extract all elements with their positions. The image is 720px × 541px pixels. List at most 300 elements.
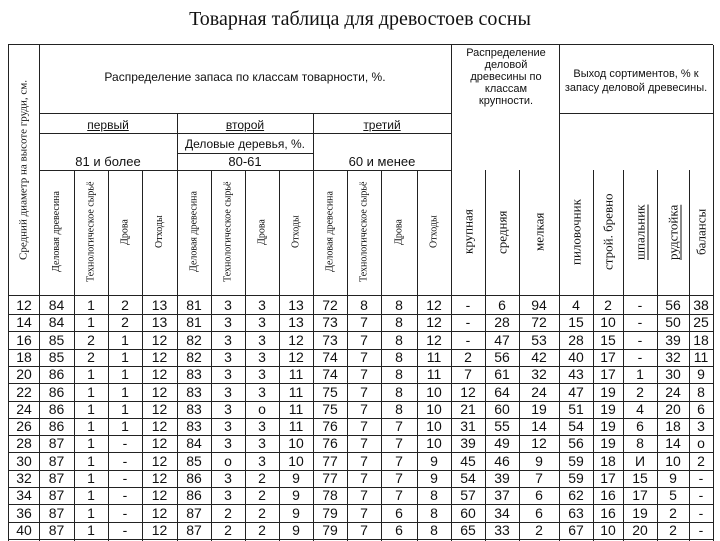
- diameter-cell: 24: [16, 400, 32, 417]
- table-cell: 13: [288, 297, 304, 313]
- table-cell: 87: [48, 470, 65, 486]
- subheader-firewood: Дрова: [119, 219, 131, 245]
- table-cell: 65: [460, 521, 476, 538]
- diameter-cell: 34: [16, 487, 32, 504]
- table-cell: 2: [464, 348, 472, 365]
- assortment-building-log: строй. бревно: [600, 193, 616, 271]
- table-cell: 60: [460, 504, 476, 521]
- table-cell: 9: [292, 470, 300, 486]
- table-cell: 1: [87, 366, 95, 383]
- commodity-table: [8, 44, 713, 541]
- table-cell: 12: [151, 487, 168, 504]
- table-cell: 11: [288, 400, 304, 417]
- table-cell: 3: [224, 331, 232, 348]
- table-cell: 21: [460, 400, 476, 417]
- assortment-sawlog: пиловочник: [568, 199, 584, 265]
- table-cell: 87: [186, 521, 202, 538]
- table-cell: 3: [224, 348, 232, 365]
- table-cell: 1: [121, 331, 129, 348]
- table-row: [9, 487, 713, 504]
- table-cell: 7: [395, 435, 403, 452]
- table-cell: 83: [186, 383, 202, 400]
- table-cell: 86: [186, 470, 202, 486]
- table-cell: 82: [186, 331, 202, 348]
- table-cell: 74: [322, 366, 338, 383]
- table-cell: 12: [151, 348, 168, 365]
- diameter-cell: 12: [16, 297, 32, 313]
- table-cell: 16: [600, 487, 616, 504]
- table-cell: 12: [151, 331, 168, 348]
- table-cell: 84: [48, 314, 65, 331]
- table-cell: 75: [322, 400, 338, 417]
- class-third: третий: [363, 118, 401, 132]
- table-cell: 8: [395, 400, 403, 417]
- table-cell: о: [224, 452, 232, 469]
- table-cell: 84: [48, 297, 65, 313]
- table-cell: 56: [494, 348, 510, 365]
- table-cell: 12: [426, 331, 442, 348]
- table-cell: 11: [693, 348, 709, 365]
- table-cell: 7: [360, 452, 368, 469]
- table-cell: 7: [360, 314, 368, 331]
- percent-third: 60 и менее: [348, 154, 416, 169]
- table-cell: -: [122, 452, 128, 469]
- table-cell: 3: [258, 348, 266, 365]
- table-cell: -: [637, 297, 643, 313]
- table-cell: 17: [600, 348, 616, 365]
- table-cell: И: [634, 452, 646, 469]
- table-row: [9, 418, 713, 435]
- table-cell: 6: [395, 504, 403, 521]
- table-cell: 83: [186, 366, 202, 383]
- table-cell: 12: [151, 504, 168, 521]
- subheader-business-wood: Деловая древесина: [51, 191, 62, 273]
- subheader-waste: Отходы: [290, 215, 302, 249]
- size-medium: средняя: [494, 210, 510, 254]
- table-cell: 9: [430, 470, 438, 486]
- table-cell: 47: [568, 383, 584, 400]
- table-row: [9, 384, 713, 401]
- table-cell: 39: [665, 331, 681, 348]
- table-cell: 50: [665, 314, 681, 331]
- table-cell: 64: [494, 383, 510, 400]
- table-cell: 9: [535, 452, 543, 469]
- assortment-pitprop: рудстойка: [665, 204, 681, 260]
- table-cell: 3: [258, 297, 266, 313]
- table-cell: 1: [121, 383, 129, 400]
- table-cell: 72: [322, 297, 338, 313]
- table-cell: -: [122, 521, 128, 538]
- table-row: [9, 453, 713, 470]
- subheader-tech-raw: Технологическое сырьё: [85, 181, 97, 283]
- table-cell: 12: [151, 383, 168, 400]
- diameter-cell: 22: [16, 383, 32, 400]
- table-cell: 1: [87, 314, 95, 331]
- table-cell: 1: [87, 297, 95, 313]
- table-cell: 85: [48, 331, 65, 348]
- table-cell: 12: [151, 452, 168, 469]
- table-cell: 2: [669, 504, 677, 521]
- table-cell: 63: [568, 504, 584, 521]
- table-cell: 86: [186, 487, 202, 504]
- subheader-firewood: Дрова: [256, 219, 268, 245]
- table-cell: 3: [258, 435, 266, 452]
- table-cell: 77: [322, 470, 338, 486]
- table-cell: 79: [322, 521, 338, 538]
- table-cell: 6: [535, 504, 543, 521]
- table-cell: 1: [87, 470, 95, 486]
- business-trees-header: Деловые деревья, %.: [184, 137, 306, 151]
- table-cell: 34: [494, 504, 510, 521]
- table-cell: 49: [494, 435, 510, 452]
- table-cell: 10: [426, 383, 442, 400]
- table-cell: 2: [604, 297, 612, 313]
- table-cell: 19: [600, 435, 616, 452]
- table-row: [9, 522, 713, 539]
- table-row: [9, 366, 713, 383]
- table-cell: 59: [568, 470, 584, 486]
- table-cell: 51: [568, 400, 584, 417]
- table-cell: 10: [600, 521, 616, 538]
- table-cell: -: [122, 435, 128, 452]
- table-cell: 1: [87, 521, 95, 538]
- table-cell: 1: [87, 435, 95, 452]
- table-cell: 86: [48, 366, 65, 383]
- table-cell: 77: [322, 452, 338, 469]
- table-cell: 1: [87, 383, 95, 400]
- table-cell: 37: [494, 487, 510, 504]
- table-cell: 57: [460, 487, 476, 504]
- table-cell: 82: [186, 348, 202, 365]
- subheader-tech-raw: Технологическое сырьё: [222, 181, 234, 283]
- table-cell: 12: [426, 297, 442, 313]
- table-cell: 56: [665, 297, 681, 313]
- table-cell: 24: [665, 383, 681, 400]
- table-cell: 62: [568, 487, 584, 504]
- table-cell: 8: [430, 487, 438, 504]
- table-cell: 60: [494, 400, 510, 417]
- diameter-header: Средний диаметр на высоте груди, см.: [17, 80, 30, 261]
- table-cell: 13: [288, 314, 304, 331]
- table-cell: -: [465, 297, 471, 313]
- table-cell: 87: [48, 487, 65, 504]
- table-cell: 1: [87, 487, 95, 504]
- table-row: [9, 470, 713, 487]
- table-cell: 42: [531, 348, 547, 365]
- table-cell: 2: [697, 452, 705, 469]
- table-cell: 39: [494, 470, 510, 486]
- table-cell: 39: [460, 435, 476, 452]
- table-cell: 3: [258, 314, 266, 331]
- table-row: [9, 435, 713, 452]
- table-row: [9, 505, 713, 522]
- table-cell: 7: [535, 470, 543, 486]
- table-cell: 4: [572, 297, 580, 313]
- table-cell: 5: [669, 487, 677, 504]
- table-cell: 81: [186, 297, 202, 313]
- table-cell: 6: [636, 418, 644, 435]
- subheader-firewood: Дрова: [393, 219, 405, 245]
- table-cell: 3: [224, 314, 232, 331]
- table-cell: 31: [460, 418, 476, 435]
- table-cell: 19: [632, 504, 648, 521]
- table-cell: 15: [568, 314, 584, 331]
- diameter-cell: 32: [16, 470, 32, 486]
- table-cell: 8: [430, 521, 438, 538]
- table-cell: 86: [48, 418, 65, 435]
- diameter-cell: 26: [16, 418, 32, 435]
- table-cell: 13: [151, 314, 168, 331]
- table-cell: 87: [48, 435, 65, 452]
- subheader-waste: Отходы: [428, 215, 440, 249]
- table-cell: 12: [151, 470, 168, 486]
- table-cell: -: [698, 470, 704, 486]
- table-cell: 1: [121, 400, 129, 417]
- table-cell: 1: [87, 452, 95, 469]
- table-cell: 10: [288, 452, 304, 469]
- table-cell: 40: [568, 348, 584, 365]
- subheader-business-wood: Деловая древесина: [188, 191, 200, 273]
- table-row: [9, 297, 713, 314]
- table-cell: 3: [258, 418, 266, 435]
- table-cell: 7: [464, 366, 472, 383]
- table-cell: -: [465, 314, 471, 331]
- table-cell: -: [698, 487, 704, 504]
- table-cell: 9: [697, 366, 705, 383]
- table-cell: 1: [87, 418, 95, 435]
- table-cell: 7: [360, 470, 368, 486]
- table-cell: -: [698, 504, 704, 521]
- table-cell: 12: [151, 366, 168, 383]
- table-cell: 75: [322, 383, 338, 400]
- table-cell: -: [637, 314, 643, 331]
- table-cell: 11: [288, 383, 304, 400]
- table-cell: 14: [531, 418, 547, 435]
- table-cell: 3: [258, 366, 266, 383]
- table-cell: 8: [430, 504, 438, 521]
- table-cell: 3: [224, 383, 232, 400]
- table-cell: 10: [426, 435, 442, 452]
- size-small: мелкая: [531, 212, 547, 252]
- table-cell: 3: [224, 297, 232, 313]
- percent-second: 80-61: [228, 154, 262, 169]
- table-cell: 56: [568, 435, 584, 452]
- table-cell: 2: [258, 487, 266, 504]
- table-cell: 7: [360, 348, 368, 365]
- table-cell: -: [637, 331, 643, 348]
- table-cell: 1: [121, 418, 129, 435]
- table-cell: 9: [292, 521, 300, 538]
- table-cell: 9: [292, 504, 300, 521]
- page-title: Товарная таблица для древостоев сосны: [189, 8, 531, 30]
- table-cell: 3: [224, 487, 232, 504]
- table-cell: 7: [360, 521, 368, 538]
- table-cell: 12: [288, 348, 304, 365]
- table-cell: 2: [87, 331, 95, 348]
- table-cell: 84: [186, 435, 202, 452]
- table-cell: 8: [360, 297, 368, 313]
- table-cell: 59: [568, 452, 584, 469]
- table-cell: 18: [693, 331, 709, 348]
- table-cell: 1: [121, 348, 129, 365]
- table-cell: 83: [186, 418, 202, 435]
- table-cell: 7: [360, 504, 368, 521]
- table-cell: 18: [665, 418, 681, 435]
- table-cell: 3: [258, 452, 266, 469]
- table-cell: 15: [632, 470, 648, 486]
- table-cell: 12: [151, 418, 168, 435]
- table-cell: 8: [395, 297, 403, 313]
- table-cell: 6: [697, 400, 705, 417]
- table-cell: 7: [360, 383, 368, 400]
- table-cell: 67: [568, 521, 584, 538]
- table-cell: -: [122, 487, 128, 504]
- diameter-cell: 40: [16, 521, 32, 538]
- table-cell: 10: [426, 400, 442, 417]
- table-cell: 17: [600, 366, 616, 383]
- assortment-sleeper: шпальник: [632, 204, 648, 260]
- table-cell: 28: [568, 331, 584, 348]
- table-cell: 83: [186, 400, 202, 417]
- table-cell: 7: [395, 418, 403, 435]
- table-cell: 3: [224, 418, 232, 435]
- table-cell: 32: [665, 348, 681, 365]
- table-cell: 9: [669, 470, 677, 486]
- table-cell: 7: [360, 435, 368, 452]
- table-cell: -: [698, 521, 704, 538]
- table-cell: 87: [48, 452, 65, 469]
- table-cell: 3: [224, 400, 232, 417]
- table-cell: 1: [121, 366, 129, 383]
- table-cell: 19: [600, 400, 616, 417]
- table-cell: 46: [494, 452, 510, 469]
- table-cell: 12: [151, 435, 168, 452]
- table-cell: о: [697, 435, 705, 452]
- table-cell: 20: [665, 400, 681, 417]
- table-cell: 10: [665, 452, 681, 469]
- table-cell: -: [465, 331, 471, 348]
- table-cell: 61: [494, 366, 510, 383]
- table-cell: 87: [48, 504, 65, 521]
- table-cell: 7: [360, 487, 368, 504]
- diameter-cell: 20: [16, 366, 32, 383]
- table-row: [9, 314, 713, 331]
- table-cell: 38: [693, 297, 709, 313]
- table-cell: 2: [121, 314, 129, 331]
- table-cell: 12: [460, 383, 476, 400]
- table-cell: 1: [87, 504, 95, 521]
- table-cell: 7: [360, 331, 368, 348]
- diameter-cell: 36: [16, 504, 32, 521]
- table-row: [9, 332, 713, 349]
- table-cell: 2: [636, 383, 644, 400]
- table-cell: 12: [288, 331, 304, 348]
- table-cell: 10: [288, 435, 304, 452]
- table-cell: 11: [426, 366, 442, 383]
- table-row: [9, 401, 713, 418]
- table-cell: 86: [48, 400, 65, 417]
- table-cell: -: [637, 348, 643, 365]
- diameter-cell: 16: [16, 331, 32, 348]
- table-cell: 78: [322, 487, 338, 504]
- table-cell: 2: [258, 470, 266, 486]
- table-cell: 94: [531, 297, 547, 313]
- table-cell: 54: [460, 470, 476, 486]
- table-cell: 2: [87, 348, 95, 365]
- table-cell: 9: [430, 452, 438, 469]
- table-cell: 3: [224, 470, 232, 486]
- table-cell: 47: [494, 331, 510, 348]
- table-cell: 3: [258, 383, 266, 400]
- table-cell: -: [122, 470, 128, 486]
- table-cell: 87: [186, 504, 202, 521]
- table-cell: 12: [531, 435, 547, 452]
- table-cell: 2: [224, 504, 232, 521]
- table-cell: 85: [48, 348, 65, 365]
- diameter-cell: 18: [16, 348, 32, 365]
- table-cell: 16: [600, 504, 616, 521]
- table-cell: 25: [693, 314, 709, 331]
- table-cell: о: [258, 400, 266, 417]
- table-cell: 86: [48, 383, 65, 400]
- table-cell: 20: [632, 521, 648, 538]
- table-cell: 7: [360, 366, 368, 383]
- table-cell: 55: [494, 418, 510, 435]
- size-large: крупная: [460, 209, 476, 255]
- percent-first: 81 и более: [75, 154, 141, 169]
- table-cell: 2: [224, 521, 232, 538]
- table-cell: 1: [636, 366, 644, 383]
- table-cell: 7: [360, 400, 368, 417]
- table-cell: 3: [224, 435, 232, 452]
- table-cell: 7: [395, 452, 403, 469]
- table-cell: 8: [395, 348, 403, 365]
- table-cell: 73: [322, 314, 338, 331]
- diameter-cell: 14: [16, 314, 32, 331]
- table-cell: 18: [600, 452, 616, 469]
- table-cell: 19: [600, 418, 616, 435]
- distribution-header: Распределение запаса по классам товарности, %.: [104, 70, 386, 84]
- table-cell: 54: [568, 418, 584, 435]
- table-cell: 19: [531, 400, 547, 417]
- yield-header: Выход сортиментов, % к запасу деловой древесины.: [564, 68, 708, 94]
- size-distribution-header: Распределение деловой древесины по классам крупности.: [466, 47, 546, 107]
- table-cell: 9: [292, 487, 300, 504]
- class-second: второй: [225, 118, 265, 132]
- table-cell: 79: [322, 504, 338, 521]
- table-cell: 1: [87, 400, 95, 417]
- subheader-tech-raw: Технологическое сырьё: [358, 181, 370, 283]
- table-cell: 45: [460, 452, 476, 469]
- table-cell: 7: [395, 470, 403, 486]
- table-cell: 28: [494, 314, 510, 331]
- table-cell: 72: [531, 314, 547, 331]
- table-cell: 2: [669, 521, 677, 538]
- table-cell: 24: [531, 383, 547, 400]
- table-cell: 6: [498, 297, 506, 313]
- table-cell: 7: [360, 418, 368, 435]
- diameter-cell: 28: [16, 435, 32, 452]
- table-cell: 6: [535, 487, 543, 504]
- table-cell: 8: [697, 383, 705, 400]
- table-cell: 30: [665, 366, 681, 383]
- table-cell: 17: [632, 487, 648, 504]
- diameter-cell: 30: [16, 452, 32, 469]
- table-cell: 3: [224, 366, 232, 383]
- table-cell: 10: [426, 418, 442, 435]
- table-cell: 14: [665, 435, 681, 452]
- table-cell: 43: [568, 366, 584, 383]
